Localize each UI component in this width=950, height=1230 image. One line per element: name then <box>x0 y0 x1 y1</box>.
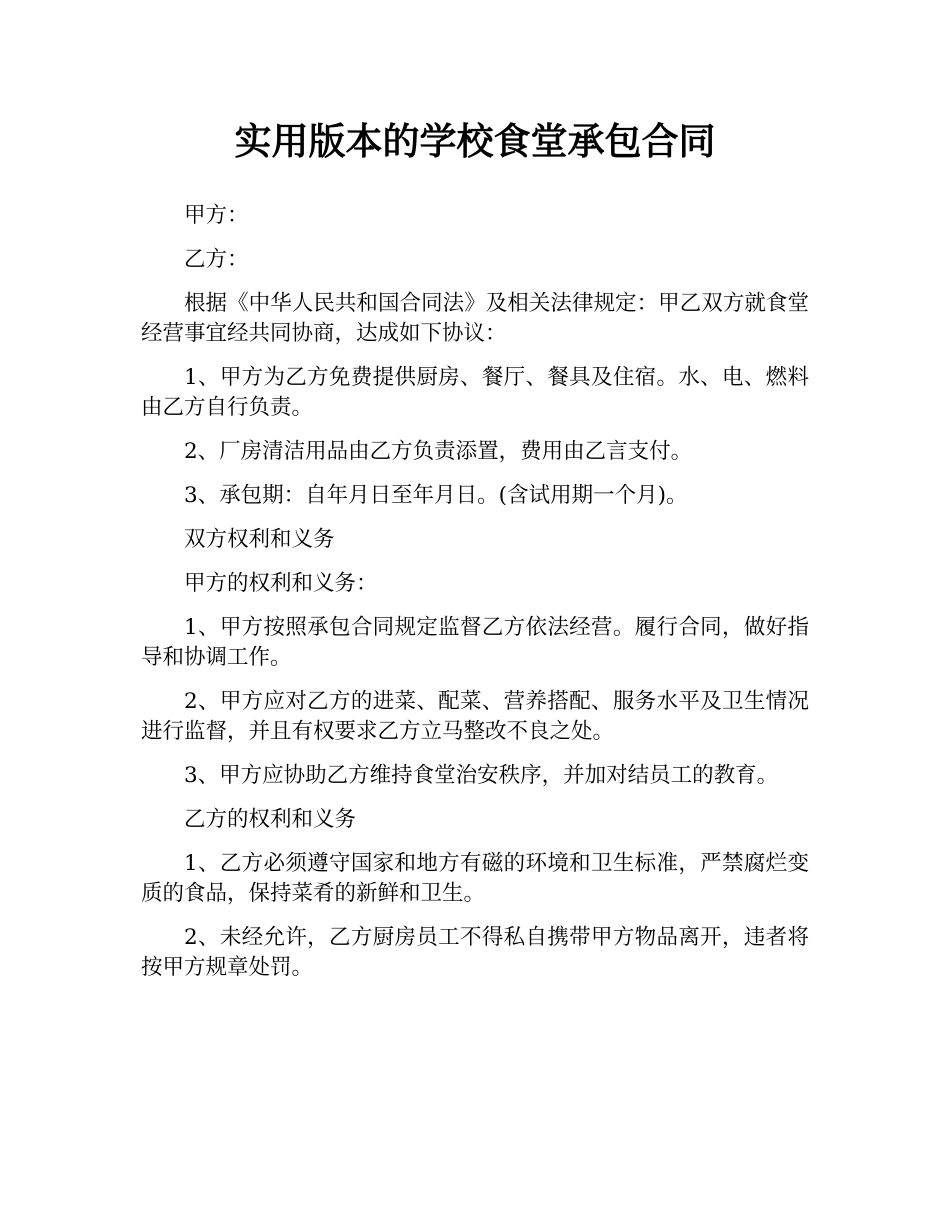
clause-paragraph: 1、乙方必须遵守国家和地方有磁的环境和卫生标准，严禁腐烂变质的食品，保持菜肴的新鲜和卫生。 <box>141 851 809 906</box>
document-body <box>141 201 809 997</box>
clause-paragraph: 1、甲方为乙方免费提供厨房、餐厅、餐具及住宿。水、电、燃料由乙方自行负责。 <box>141 365 809 420</box>
clause-paragraph: 2、厂房清洁用品由乙方负责添置，费用由乙言支付。 <box>184 439 693 464</box>
preamble-paragraph: 根据《中华人民共和国合同法》及相关法律规定：甲乙双方就食堂经营事宜经共同协商，达成如下协议： <box>141 291 809 346</box>
clause-paragraph: 2、甲方应对乙方的进菜、配菜、营养搭配、服务水平及卫生情况进行监督，并且有权要求乙方立马整改不良之处。 <box>141 689 809 744</box>
party-b-line: 乙方： <box>184 247 249 272</box>
section-heading: 乙方的权利和义务 <box>184 807 357 832</box>
clause-paragraph: 3、甲方应协助乙方维持食堂治安秩序，并加对结员工的教育。 <box>184 763 779 788</box>
section-heading: 双方权利和义务 <box>184 527 335 552</box>
clause-paragraph: 1、甲方按照承包合同规定监督乙方依法经营。履行合同，做好指导和协调工作。 <box>141 615 809 670</box>
document-title: 实用版本的学校食堂承包合同 <box>234 120 716 163</box>
clause-paragraph: 3、承包期：自年月日至年月日。(含试用期一个月)。 <box>184 483 688 508</box>
clause-paragraph: 2、未经允许，乙方厨房员工不得私自携带甲方物品离开，违者将按甲方规章处罚。 <box>141 925 809 980</box>
section-heading: 甲方的权利和义务： <box>184 571 378 596</box>
party-a-line: 甲方： <box>184 203 249 228</box>
